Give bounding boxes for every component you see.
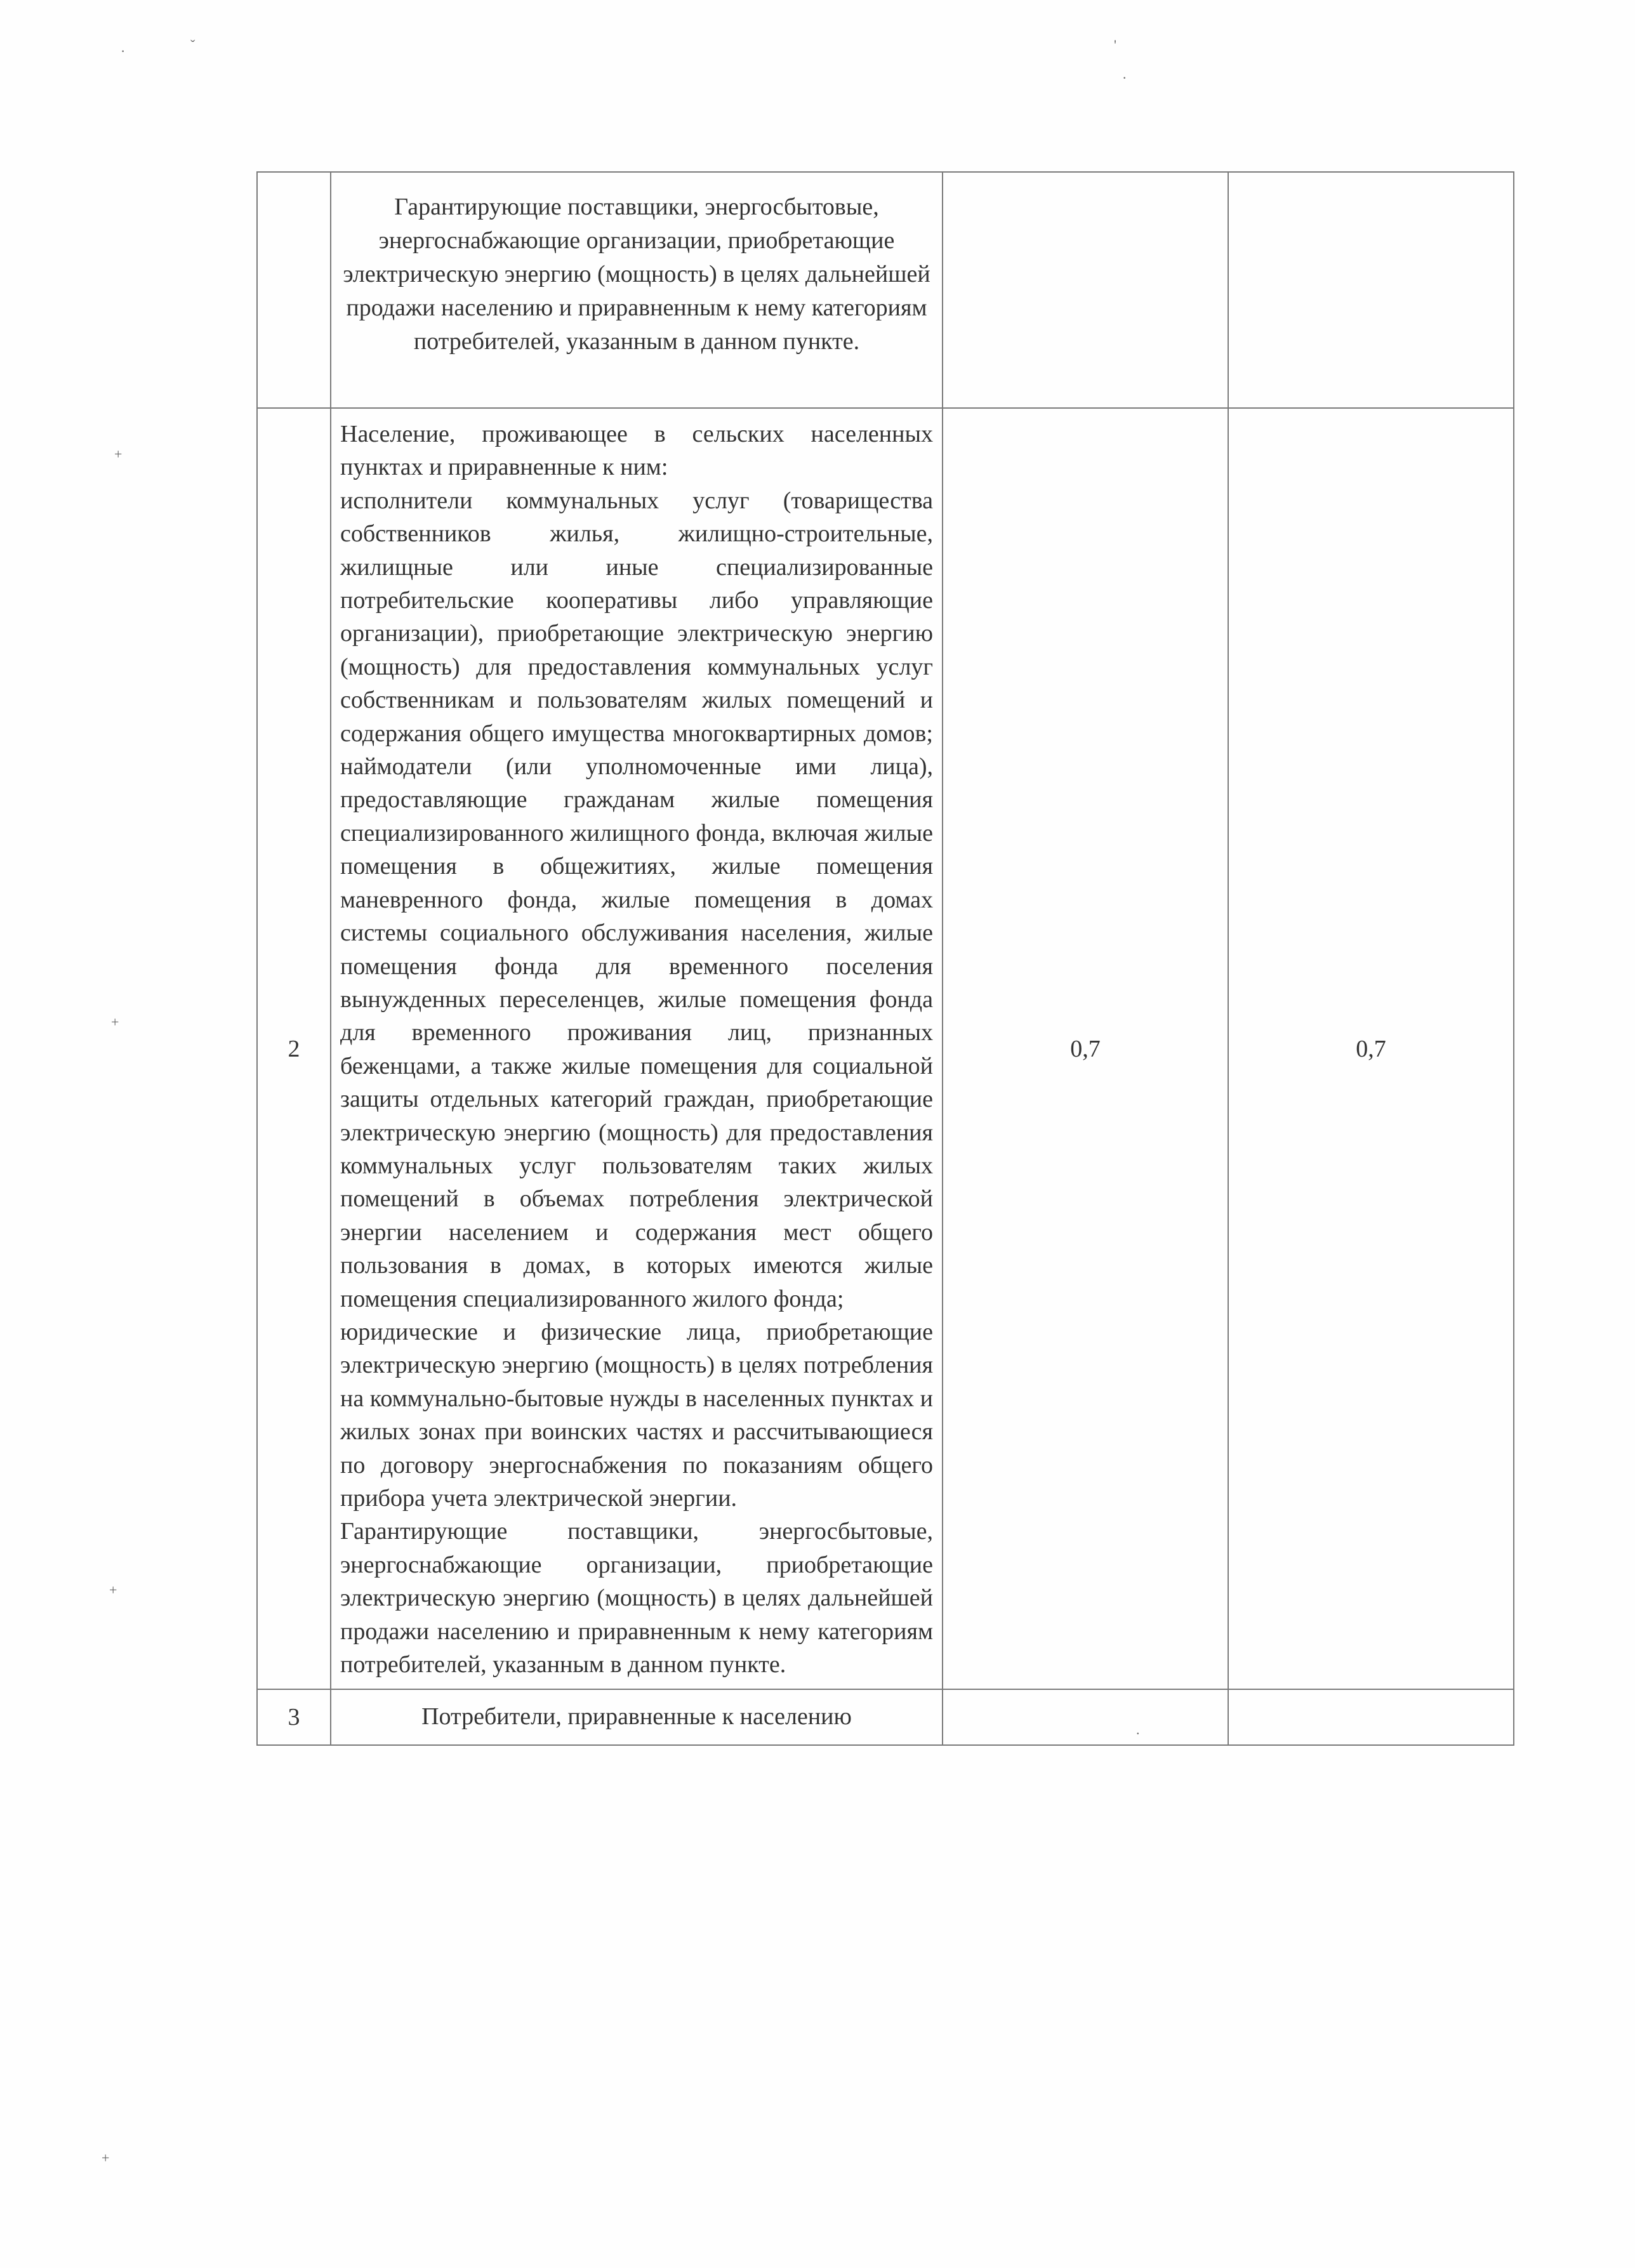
row-description-cell — [331, 1689, 943, 1745]
row-value-2 — [1228, 1689, 1514, 1745]
scan-speck: ˇ — [190, 37, 195, 53]
scan-speck: + — [111, 1014, 119, 1030]
description-paragraph: юридические и физические лица, приобретающие электрическую энергию (мощность) в целях потребления на коммунально-бытовые нужды в населенных пунктах и жилых зонах при воинских частях и рассчитывающиеся по договору энергоснабжения по показаниям общего прибора учета электрической энергии. — [340, 1318, 933, 1512]
scan-speck: · — [121, 43, 126, 59]
description-paragraph: исполнители коммунальных услуг (товарищества собственников жилья, жилищно-строительные, жилищные или иные специализированные потребительские кооперативы либо управляющие организации), приобретающие электрическую энергию (мощность) для предоставления коммунальных услуг собственникам и пользователям жилых помещений и содержания общего имущества многоквартирных домов; наймодатели (или уполномоченные ими лица), предоставляющие гражданам жилые помещения специализированного жилищного фонда, включая жилые помещения в общежитиях, жилые помещения маневренного фонда, жилые помещения в домах системы социального обслуживания населения, жилые помещения фонда для временного поселения вынужденных переселенцев, жилые помещения фонда для временного проживания лиц, признанных беженцами, а также жилые помещения для социальной защиты отдельных категорий граждан, приобретающие электрическую энергию (мощность) для предоставления коммунальных услуг пользователям таких жилых помещений в объемах потребления электрической энергии населением и содержания мест общего пользования в домах, в которых имеются жилые помещения специализированного жилого фонда; — [340, 487, 933, 1312]
row-value-1 — [943, 172, 1228, 408]
table-row — [257, 1689, 1514, 1745]
row-number-cell — [257, 172, 331, 408]
table-row — [257, 172, 1514, 408]
row-value-2: 0,7 — [1228, 408, 1514, 1689]
row-description-cell — [331, 172, 943, 408]
description-paragraph: Гарантирующие поставщики, энергосбытовые, энергоснабжающие организации, приобретающие электрическую энергию (мощность) в целях дальнейшей продажи населению и приравненным к нему категориям потребителей, указанным в данном пункте. — [340, 1518, 933, 1678]
row-description-cell — [331, 408, 943, 1689]
description-paragraph: Население, проживающее в сельских населенных пунктах и приравненные к ним: — [340, 421, 933, 481]
row-value-2 — [1228, 172, 1514, 408]
scan-speck: + — [114, 446, 122, 462]
row-description: Потребители, приравненные к населению — [421, 1703, 852, 1731]
scan-speck: + — [102, 2150, 110, 2166]
table-row — [257, 408, 1514, 1689]
row-value-1 — [943, 1689, 1228, 1745]
row-description: Гарантирующие поставщики, энергосбытовые, энергоснабжающие организации, приобретающие электрическую энергию (мощность) в целях дальнейшей продажи населению и приравненным к нему категориям потребителей, указанным в данном пункте. — [343, 194, 930, 355]
scan-speck: + — [109, 1582, 117, 1598]
row-description — [331, 409, 942, 1689]
row-value-1: 0,7 — [943, 408, 1228, 1689]
scan-speck: · — [1122, 70, 1127, 86]
scan-speck: . — [1136, 1722, 1140, 1737]
scan-speck: ' — [1114, 37, 1116, 53]
row-number-cell: 2 — [257, 408, 331, 1689]
tariff-table — [256, 171, 1514, 1746]
row-number-cell: 3 — [257, 1689, 331, 1745]
